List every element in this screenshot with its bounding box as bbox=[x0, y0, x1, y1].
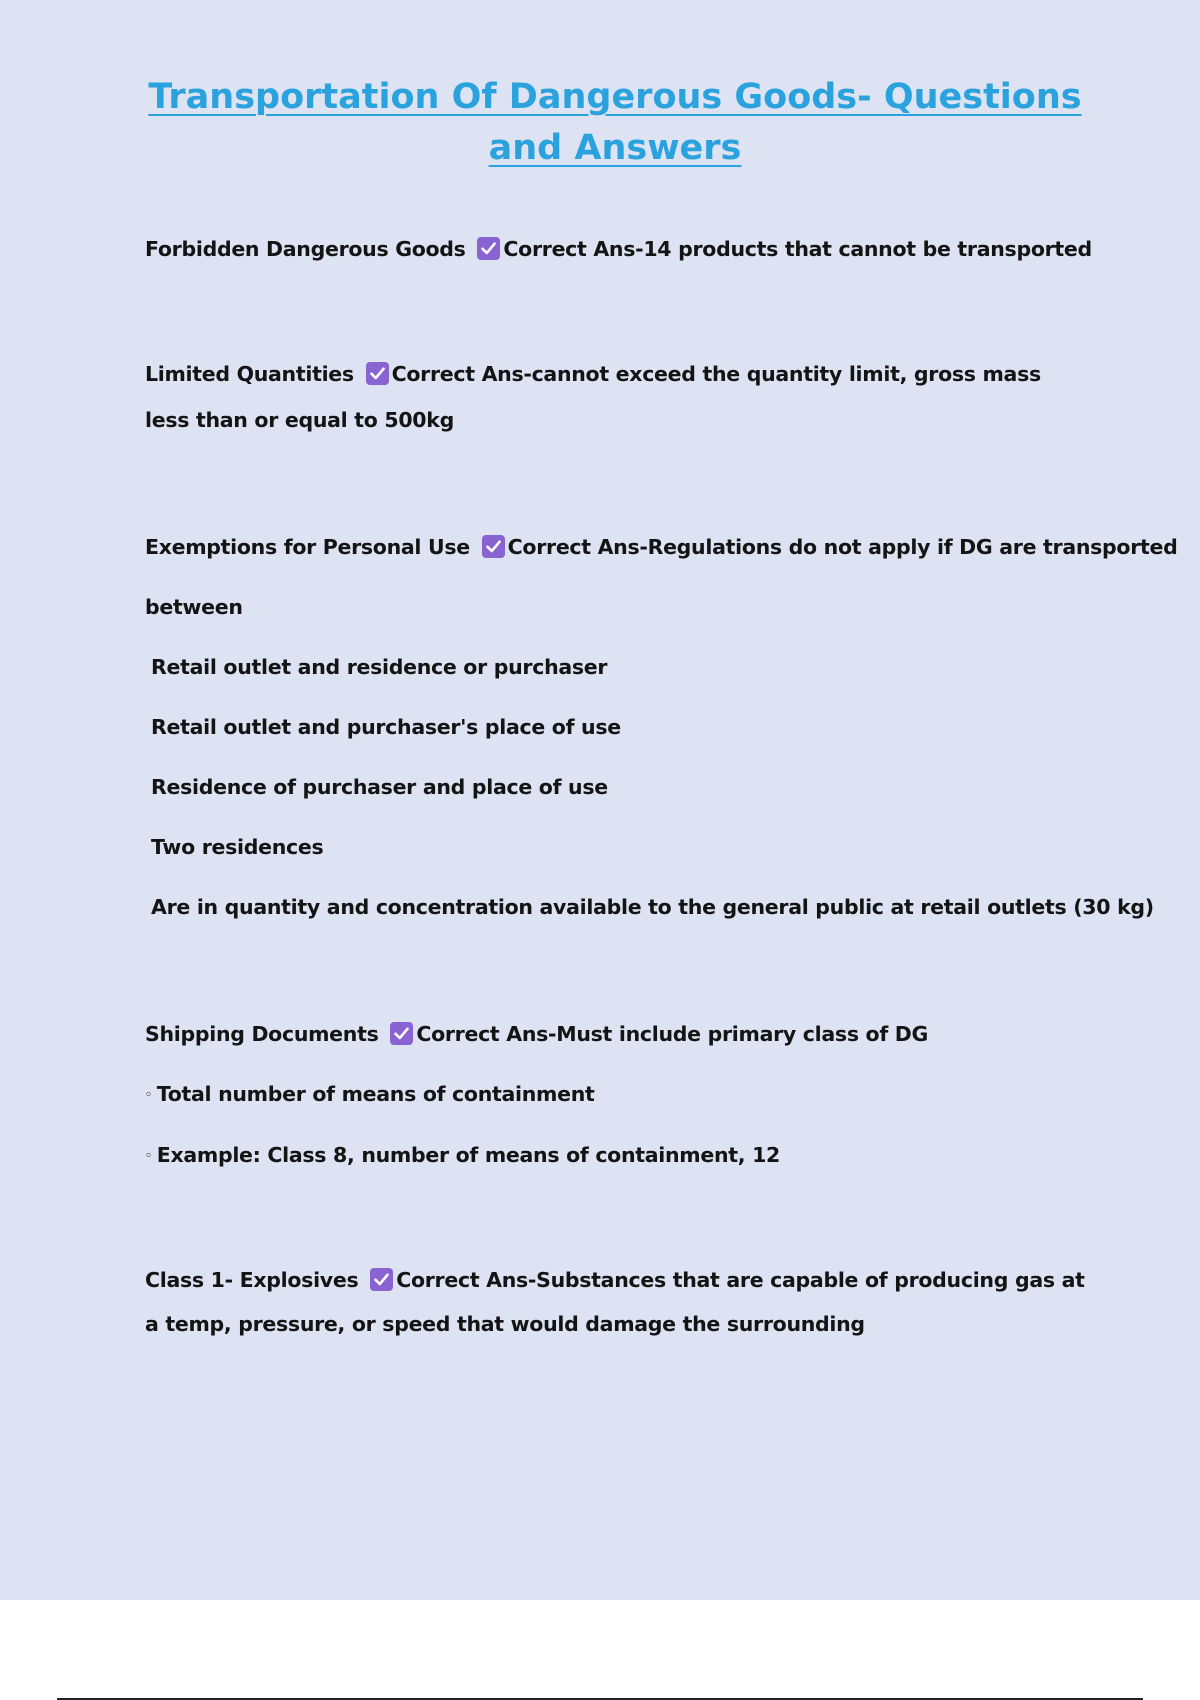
checkbox-checked-icon bbox=[366, 362, 389, 385]
answer-text: Substances that are capable of producing gas at a temp, pressure, or speed that would damage the surrounding bbox=[145, 1268, 1085, 1336]
answer-prefix: Correct Ans- bbox=[507, 535, 648, 559]
sub-line: Retail outlet and purchaser's place of use bbox=[151, 715, 621, 739]
checkbox-checked-icon bbox=[477, 237, 500, 260]
answer-prefix: Correct Ans- bbox=[396, 1268, 537, 1292]
checkbox-checked-icon bbox=[390, 1022, 413, 1045]
question-text: Shipping Documents bbox=[145, 1022, 379, 1046]
answer-text: Regulations do not apply if DG are transported bbox=[647, 535, 1178, 559]
qa-item-personal-use bbox=[145, 517, 1178, 937]
bullet-item bbox=[145, 1064, 1085, 1125]
answer-text: cannot exceed the quantity limit, gross mass less than or equal to 500kg bbox=[145, 362, 1041, 432]
sub-line: Retail outlet and residence or purchaser bbox=[151, 655, 608, 679]
sub-line: Residence of purchaser and place of use bbox=[151, 775, 608, 799]
question-text: Exemptions for Personal Use bbox=[145, 535, 470, 559]
question-text: Limited Quantities bbox=[145, 362, 354, 386]
checkbox-checked-icon bbox=[370, 1268, 393, 1291]
question-text: Forbidden Dangerous Goods bbox=[145, 237, 466, 261]
question-text: Class 1- Explosives bbox=[145, 1268, 359, 1292]
answer-prefix: Correct Ans- bbox=[416, 1022, 557, 1046]
answer-continuation: between bbox=[145, 595, 243, 619]
document-title: Transportation Of Dangerous Goods- Questions and Answers bbox=[148, 77, 1082, 168]
sub-line: Are in quantity and concentration available to the general public at retail outlets (30 kg) bbox=[151, 895, 1154, 919]
qa-item-class-1-explosives bbox=[145, 1258, 1085, 1346]
bullet-item bbox=[145, 1125, 1085, 1186]
qa-item-forbidden bbox=[145, 226, 1092, 272]
answer-text: Must include primary class of DG bbox=[556, 1022, 929, 1046]
answer-prefix: Correct Ans- bbox=[391, 362, 532, 386]
bullet-text: Example: Class 8, number of means of containment, 12 bbox=[156, 1143, 781, 1167]
answer-prefix: Correct Ans- bbox=[503, 237, 644, 261]
checkbox-checked-icon bbox=[482, 535, 505, 558]
bullet-icon: ◦ bbox=[145, 1149, 152, 1162]
qa-item-limited-quantities bbox=[145, 351, 1085, 443]
answer-text: 14 products that cannot be transported bbox=[643, 237, 1092, 261]
bullet-icon: ◦ bbox=[145, 1088, 152, 1101]
bullet-text: Total number of means of containment bbox=[156, 1082, 595, 1106]
qa-item-shipping-documents bbox=[145, 1004, 1085, 1186]
sub-line: Two residences bbox=[151, 835, 324, 859]
